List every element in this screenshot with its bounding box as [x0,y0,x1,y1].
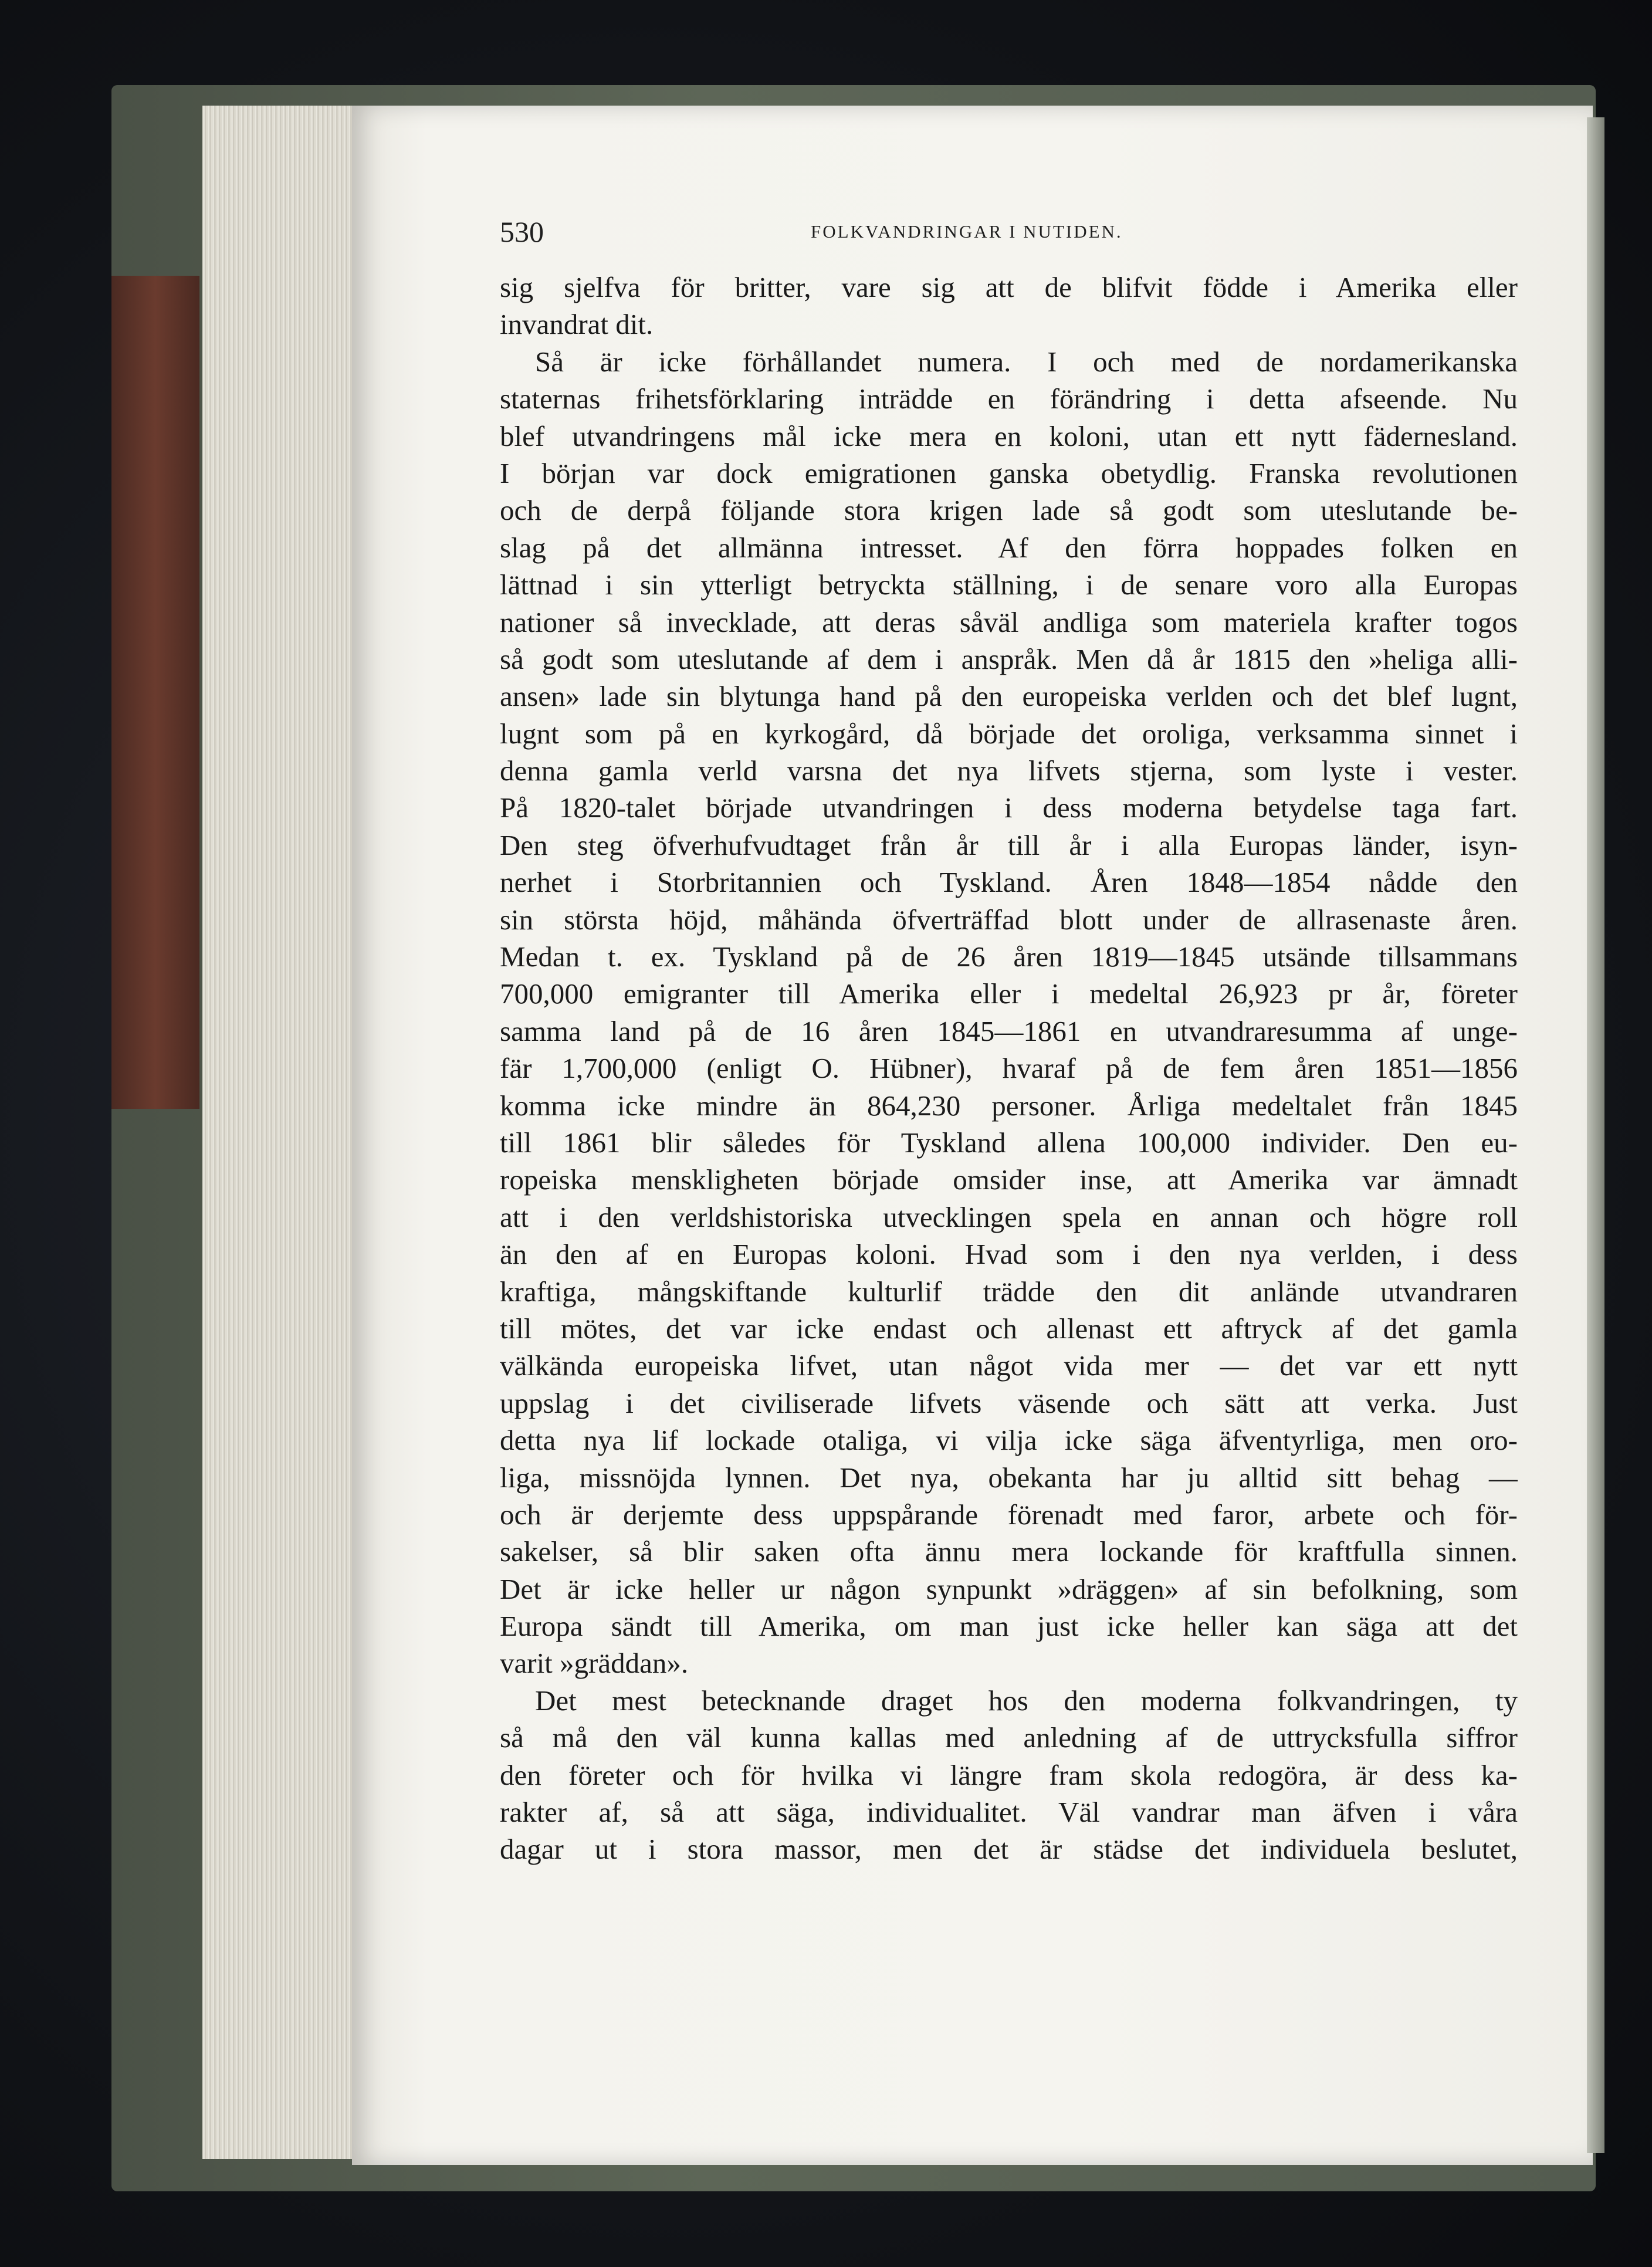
text-line: 700,000 emigranter till Amerika eller i medeltal 26,923 pr år, företer [500,977,1518,1010]
page-edges [202,106,355,2159]
text-line: Så är icke förhållandet numera. I och med de nordamerikanska [535,345,1518,378]
text-line: Medan t. ex. Tyskland på de 26 åren 1819—1845 utsände tillsammans [500,940,1518,973]
leather-spine-strip [111,276,199,1109]
text-line: blef utvandringens mål icke mera en koloni, utan ett nytt fädernesland. [500,419,1518,452]
text-line: nationer så invecklade, att deras såväl andliga som materiela krafter togos [500,605,1518,638]
text-line: varit »gräddan». [500,1647,689,1680]
text-line: ropeiska menskligheten började omsider inse, att Amerika var ämnadt [500,1163,1518,1196]
text-line: än den af en Europas koloni. Hvad som i den nya verlden, i dess [500,1238,1518,1271]
text-line: dagar ut i stora massor, men det är städse det individuela beslutet, [500,1833,1518,1866]
text-line: Det mest betecknande draget hos den moderna folkvandringen, ty [535,1684,1518,1717]
text-line: I början var dock emigrationen ganska obetydlig. Franska revolutionen [500,456,1518,489]
text-line: kraftiga, mångskiftande kulturlif trädde den dit anlände utvandraren [500,1275,1518,1308]
text-line: så må den väl kunna kallas med anledning af de uttrycksfulla siffror [500,1721,1518,1754]
text-line: till mötes, det var icke endast och allenast ett aftryck af det gamla [500,1312,1518,1345]
text-line: invandrat dit. [500,308,654,341]
text-line: slag på det allmänna intresset. Af den förra hoppades folken en [500,531,1518,564]
text-line: komma icke mindre än 864,230 personer. Årliga medeltalet från 1845 [500,1089,1518,1122]
text-line: så godt som uteslutande af dem i anspråk. Men då år 1815 den »heliga alli- [500,642,1518,675]
text-line: samma land på de 16 åren 1845—1861 en utvandraresumma af unge- [500,1014,1518,1047]
text-line: Den steg öfverhufvudtaget från år till år i alla Europas länder, isyn- [500,828,1518,861]
text-line: välkända europeiska lifvet, utan något vida mer — det var ett nytt [500,1349,1518,1382]
text-line: och är derjemte dess uppspårande förenadt med faror, arbete och för- [500,1498,1518,1531]
text-line: rakter af, så att säga, individualitet. Väl vandrar man äfven i våra [500,1796,1518,1829]
text-line: fär 1,700,000 (enligt O. Hübner), hvaraf på de fem åren 1851—1856 [500,1052,1518,1085]
text-line: uppslag i det civiliserade lifvets väsende och sätt att verka. Just [500,1386,1518,1419]
text-line: Europa sändt till Amerika, om man just icke heller kan säga att det [500,1610,1518,1643]
text-line: denna gamla verld varsna det nya lifvets stjerna, som lyste i vester. [500,754,1518,787]
text-line: lättnad i sin ytterligt betryckta ställning, i de senare voro alla Europas [500,569,1518,601]
text-line: den företer och för hvilka vi längre fram skola redogöra, är dess ka- [500,1758,1518,1791]
text-line: På 1820-talet började utvandringen i dess moderna betydelse taga fart. [500,791,1518,824]
text-line: liga, missnöjda lynnen. Det nya, obekanta har ju alltid sitt behag — [500,1461,1518,1494]
text-line: lugnt som på en kyrkogård, då började det oroliga, verksamma sinnet i [500,717,1518,750]
running-head [500,211,1532,252]
text-line: nerhet i Storbritannien och Tyskland. Åren 1848—1854 nådde den [500,866,1518,899]
page-right-edge [1587,117,1604,2153]
text-line: Det är icke heller ur någon synpunkt »dräggen» af sin befolkning, som [500,1572,1518,1605]
body-text [500,269,1518,1868]
text-line: ansen» lade sin blytunga hand på den europeiska verlden och det blef lugnt, [500,680,1518,713]
text-line: att i den verldshistoriska utvecklingen spela en annan och högre roll [500,1200,1518,1233]
text-line: staternas frihetsförklaring inträdde en förändring i detta afseende. Nu [500,383,1518,415]
text-line: till 1861 blir således för Tyskland allena 100,000 individer. Den eu- [500,1126,1518,1159]
text-line: sin största höjd, måhända öfverträffad blott under de allrasenaste åren. [500,903,1518,936]
running-title: FOLKVANDRINGAR I NUTIDEN. [811,221,1123,242]
text-line: detta nya lif lockade otaliga, vi vilja icke säga äfventyrliga, men oro- [500,1424,1518,1457]
text-line: och de derpå följande stora krigen lade så godt som uteslutande be- [500,494,1518,527]
text-line: sig sjelfva för britter, vare sig att de blifvit födde i Amerika eller [500,271,1518,303]
page-number: 530 [500,215,544,248]
text-line: sakelser, så blir saken ofta ännu mera lockande för kraftfulla sinnen. [500,1535,1518,1568]
